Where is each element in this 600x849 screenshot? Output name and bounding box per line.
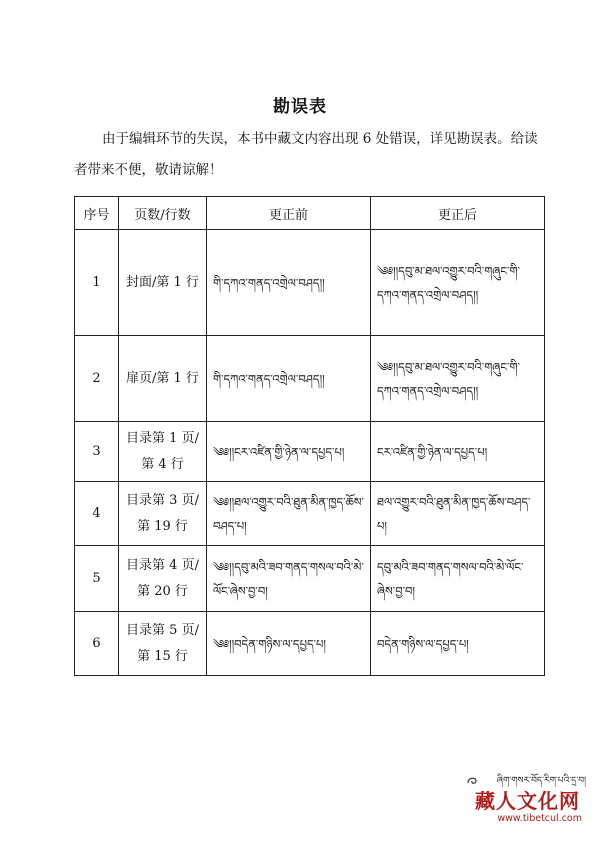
row-before: ༄༅།།ཐལ་འགྱུར་བའི་ཐུན་མིན་ཁྱད་ཆོས་བཤད་པ།: [207, 482, 371, 546]
row-after: ༄༅།།དབུ་མ་ཐལ་འགྱུར་བའི་གཞུང་གི་དཀའ་གནད་འགྲེལ་བཤད།།: [371, 230, 545, 336]
table-row: [75, 546, 545, 612]
row-after: བདེན་གཉིས་ལ་དཔྱད་པ།: [371, 612, 545, 676]
row-before: ༄༅།།བདེན་གཉིས་ལ་དཔྱད་པ།: [207, 612, 371, 676]
row-before: ༄༅།།དབུ་མའི་ཟབ་གནད་གསལ་བའི་མེ་ལོང་ཞེས་བྱ་བ།: [207, 546, 371, 612]
table-header-row: [75, 197, 545, 230]
row-number: 5: [75, 546, 119, 612]
row-position: 目录第 5 页/第 15 行: [119, 612, 207, 676]
row-position: 扉页/第 1 行: [119, 336, 207, 422]
row-before: གི་དཀའ་གནད་འགྲེལ་བཤད།།: [207, 336, 371, 422]
row-after: ངར་འཛིན་གྱི་ཉེན་ལ་དཔྱད་པ།: [371, 422, 545, 482]
row-number: 4: [75, 482, 119, 546]
table-row: [75, 612, 545, 676]
header-page-line: 页数/行数: [119, 197, 207, 230]
page-title: 勘误表: [273, 97, 327, 117]
errata-table: [74, 196, 545, 676]
row-after: ཐལ་འགྱུར་བའི་ཐུན་མིན་ཁྱད་ཆོས་བཤད་པ།: [371, 482, 545, 546]
table-row: [75, 422, 545, 482]
watermark-site-name: 藏人文化网: [475, 789, 580, 813]
header-after: 更正后: [371, 197, 545, 230]
watermark-url: www.tibetcul.com: [497, 813, 582, 824]
table-row: [75, 230, 545, 336]
row-position: 目录第 1 页/第 4 行: [119, 422, 207, 482]
header-number: 序号: [75, 197, 119, 230]
table-row: [75, 336, 545, 422]
row-before: ༄༅།།ངར་འཛིན་གྱི་ཉེན་ལ་དཔྱད་པ།: [207, 422, 371, 482]
row-number: 3: [75, 422, 119, 482]
row-after: ༄༅།།དབུ་མ་ཐལ་འགྱུར་བའི་གཞུང་གི་དཀའ་གནད་འགྲེལ་བཤད།།: [371, 336, 545, 422]
row-position: 目录第 3 页/第 19 行: [119, 482, 207, 546]
header-before: 更正前: [207, 197, 371, 230]
watermark-tibetan-text: ཞིག་གསར་བོད་རིག་པའི་དྲ་བ།: [496, 776, 586, 786]
row-number: 1: [75, 230, 119, 336]
intro-paragraph: 由于编辑环节的失误，本书中藏文内容出现 6 处错误，详见勘误表。给读者带来不便，敬请谅解！: [74, 131, 538, 178]
row-position: 目录第 4 页/第 20 行: [119, 546, 207, 612]
row-before: གི་དཀའ་གནད་འགྲེལ་བཤད།།: [207, 230, 371, 336]
row-number: 2: [75, 336, 119, 422]
row-number: 6: [75, 612, 119, 676]
watermark-logo: [446, 771, 586, 829]
row-after: དབུ་མའི་ཟབ་གནད་གསལ་བའི་མེ་ལོང་ཞེས་བྱ་བ།: [371, 546, 545, 612]
row-position: 封面/第 1 行: [119, 230, 207, 336]
table-row: [75, 482, 545, 546]
